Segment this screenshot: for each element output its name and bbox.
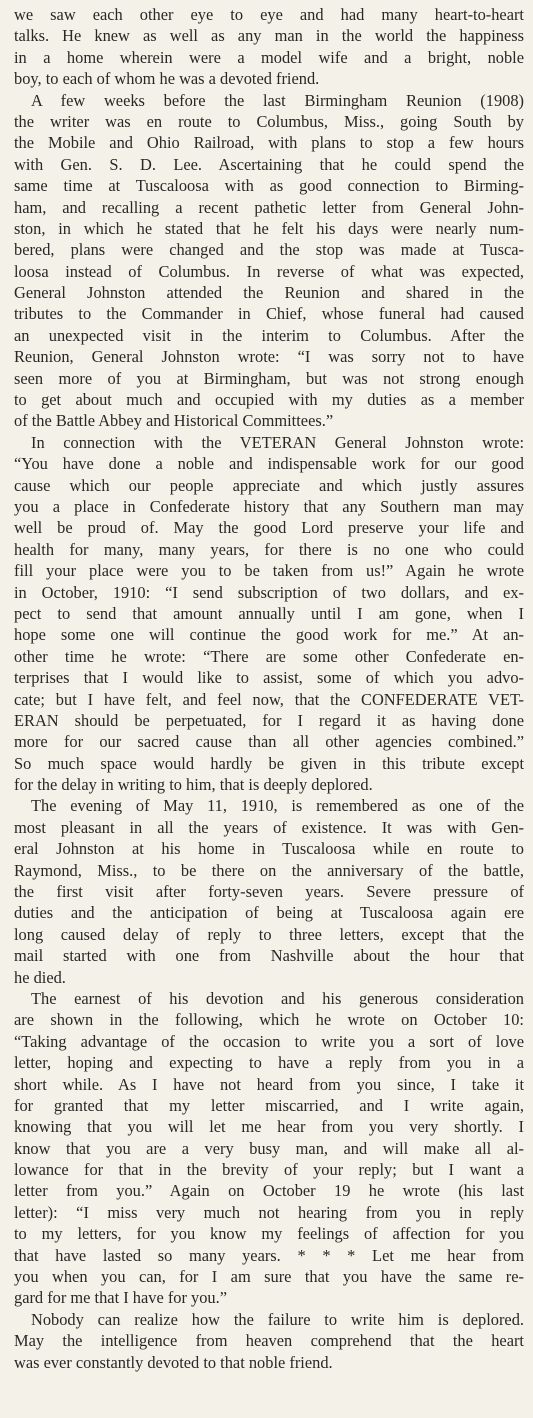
article-body	[14, 4, 524, 1373]
text-line: knowing that you will let me hear from you very shortly. I	[14, 1117, 524, 1137]
text-line: short while. As I have not heard from you since, I take it	[14, 1074, 524, 1094]
text-line: lowance for that in the brevity of your reply; but I want a	[14, 1160, 524, 1180]
text-line: mail started with one from Nashville about the hour that	[14, 946, 524, 966]
text-line: know that you are a very busy man, and will make all al-	[14, 1138, 524, 1158]
text-line: May the intelligence from heaven comprehend that the heart	[14, 1331, 524, 1351]
text-line: he died.	[14, 967, 66, 987]
paragraph	[14, 795, 524, 988]
text-line: with Gen. S. D. Lee. Ascertaining that he could spend the	[14, 154, 524, 174]
text-line: So much space would hardly be given in this tribute except	[14, 753, 524, 773]
text-line: the Mobile and Ohio Railroad, with plans to stop a few hours	[14, 133, 524, 153]
text-line: to my letters, for you know my feelings of affection for you	[14, 1224, 524, 1244]
text-line: In connection with the VETERAN General Johnston wrote:	[31, 432, 524, 452]
text-line: duties and the anticipation of being at Tuscaloosa again ere	[14, 903, 524, 923]
text-line: boy, to each of whom he was a devoted friend.	[14, 69, 320, 89]
text-line: letter from you.” Again on October 19 he wrote (his last	[14, 1181, 524, 1201]
text-line: eral Johnston at his home in Tuscaloosa while en route to	[14, 839, 524, 859]
text-line: The evening of May 11, 1910, is remembered as one of the	[31, 796, 524, 816]
text-line: The earnest of his devotion and his generous consideration	[31, 988, 524, 1008]
text-line: well be proud of. May the good Lord preserve your life and	[14, 518, 524, 538]
text-line: in October, 1910: “I send subscription of two dollars, and ex-	[14, 582, 524, 602]
text-line: tributes to the Commander in Chief, whose funeral had caused	[14, 304, 524, 324]
text-line: gard for me that I have for you.”	[14, 1288, 227, 1308]
paragraph	[14, 4, 524, 90]
paragraph	[14, 988, 524, 1309]
text-line: that have lasted so many years. * * * Let me hear from	[14, 1245, 524, 1265]
text-line: long caused delay of reply to three letters, except that the	[14, 924, 524, 944]
text-line: the first visit after forty-seven years. Severe pressure of	[14, 882, 524, 902]
text-line: seen more of you at Birmingham, but was not strong enough	[14, 368, 524, 388]
text-line: an unexpected visit in the interim to Columbus. After the	[14, 325, 524, 345]
text-line: ston, in which he stated that he felt his days were nearly num-	[14, 218, 524, 238]
text-line: talks. He knew as well as any man in the world the happiness	[14, 26, 524, 46]
text-line: same time at Tuscaloosa with as good connection to Birming-	[14, 176, 524, 196]
text-line: letter, hoping and expecting to have a reply from you in a	[14, 1053, 524, 1073]
text-line: loosa instead of Columbus. In reverse of what was expected,	[14, 261, 524, 281]
text-line: you a place in Confederate history that any Southern man may	[14, 496, 524, 516]
text-line: ham, and recalling a recent pathetic letter from General John-	[14, 197, 524, 217]
text-line: A few weeks before the last Birmingham Reunion (1908)	[31, 90, 524, 110]
text-line: Raymond, Miss., to be there on the anniversary of the battle,	[14, 860, 524, 880]
text-line: “You have done a noble and indispensable work for our good	[14, 454, 524, 474]
text-line: we saw each other eye to eye and had many heart-to-heart	[14, 5, 524, 24]
text-line: for granted that my letter miscarried, and I write again,	[14, 1095, 524, 1115]
text-line: was ever constantly devoted to that noble friend.	[14, 1352, 333, 1372]
text-line: to get about much and occupied with my duties as a member	[14, 390, 524, 410]
text-line: cause which our people appreciate and which justly assures	[14, 475, 524, 495]
text-line: other time he wrote: “There are some other Confederate en-	[14, 646, 524, 666]
text-line: of the Battle Abbey and Historical Committees.”	[14, 411, 334, 431]
text-line: Nobody can realize how the failure to write him is deplored.	[31, 1309, 524, 1329]
text-line: “Taking advantage of the occasion to write you a sort of love	[14, 1031, 524, 1051]
text-line: General Johnston attended the Reunion and shared in the	[14, 283, 524, 303]
text-line: for the delay in writing to him, that is deeply deplored.	[14, 775, 373, 795]
paragraph	[14, 432, 524, 796]
paragraph	[14, 90, 524, 432]
text-line: bered, plans were changed and the stop was made at Tusca-	[14, 240, 524, 260]
text-line: the writer was en route to Columbus, Miss., going South by	[14, 111, 524, 131]
text-line: fill your place were you to be taken from us!” Again he wrote	[14, 561, 524, 581]
text-line: cate; but I have felt, and feel now, that the CONFEDERATE VET-	[14, 689, 524, 709]
text-line: pect to send that amount annually until I am gone, when I	[14, 603, 524, 623]
text-line: letter): “I miss very much not hearing from you in reply	[14, 1202, 524, 1222]
text-line: health for many, many years, for there is no one who could	[14, 539, 524, 559]
text-line: Reunion, General Johnston wrote: “I was sorry not to have	[14, 347, 524, 367]
paragraph	[14, 1309, 524, 1373]
text-line: more for our sacred cause than all other agencies combined.”	[14, 732, 524, 752]
text-line: ERAN should be perpetuated, for I regard it as having done	[14, 710, 524, 730]
text-line: are shown in the following, which he wrote on October 10:	[14, 1010, 524, 1030]
text-line: most pleasant in all the years of existence. It was with Gen-	[14, 817, 524, 837]
text-line: hope some one will continue the good work for me.” At an-	[14, 625, 524, 645]
text-line: terprises that I would like to assist, some of which you advo-	[14, 668, 524, 688]
text-line: you when you can, for I am sure that you have the same re-	[14, 1267, 524, 1287]
text-line: in a home wherein were a model wife and a bright, noble	[14, 47, 524, 67]
